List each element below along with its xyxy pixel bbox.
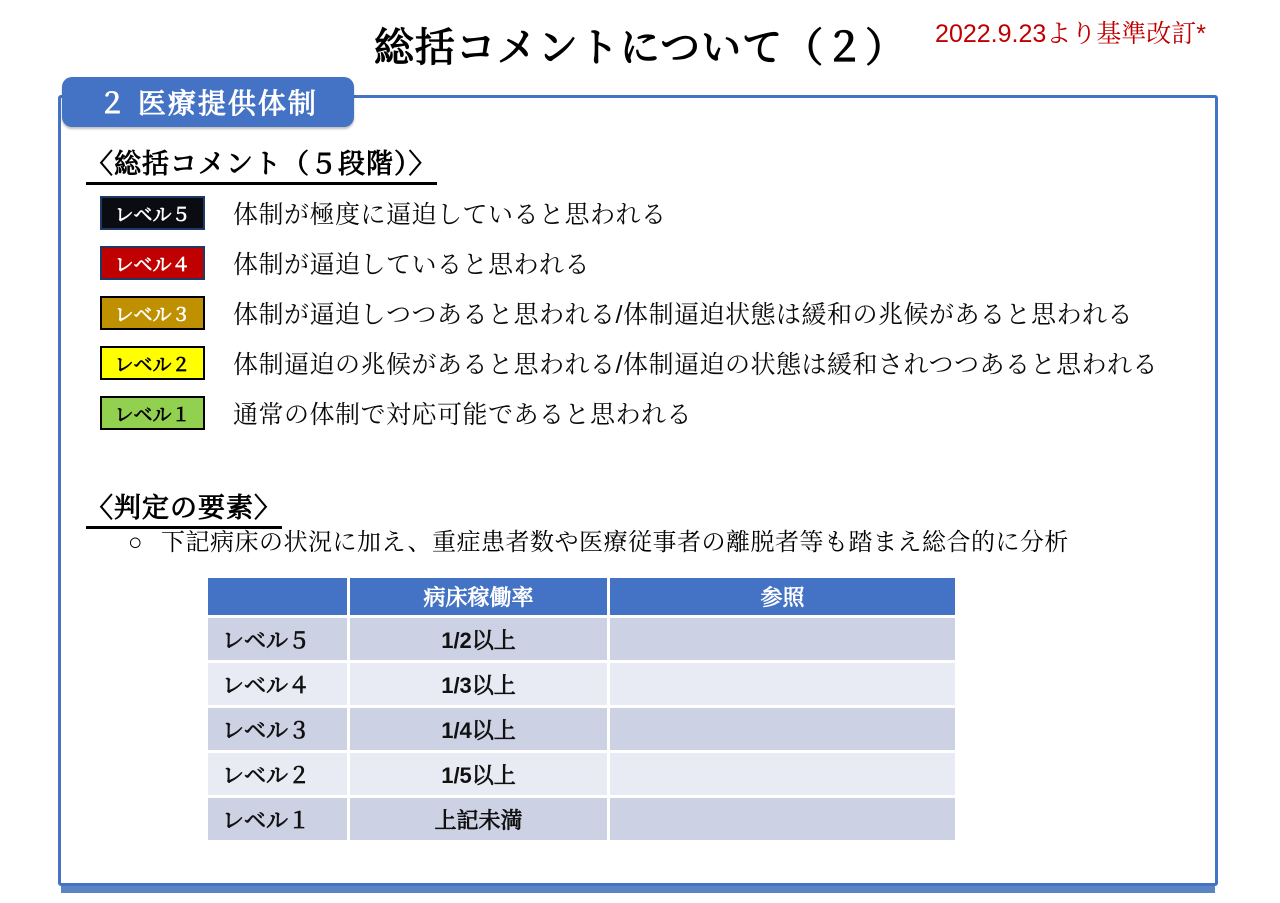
- cell-level: レベル１: [207, 797, 349, 842]
- level-2-badge: レベル２: [100, 346, 205, 380]
- circle-bullet-icon: ○: [128, 529, 143, 556]
- criteria-bullet-text: 下記病床の状況に加え、重症患者数や医療従事者の離脱者等も踏まえ総合的に分析: [161, 529, 1069, 556]
- level-1-badge: レベル１: [100, 396, 205, 430]
- level-row: [100, 196, 1158, 230]
- cell-occupancy: 上記未満: [349, 797, 609, 842]
- cell-reference: [609, 662, 957, 707]
- cell-level: レベル３: [207, 707, 349, 752]
- table-row: [207, 752, 957, 797]
- level-row: [100, 246, 1158, 280]
- section-badge: ２ 医療提供体制: [62, 77, 354, 127]
- table-row: [207, 617, 957, 662]
- bed-occupancy-table: [205, 575, 958, 843]
- cell-occupancy: 1/5以上: [349, 752, 609, 797]
- level-1-description: 通常の体制で対応可能であると思われる: [233, 401, 693, 429]
- table-header-occupancy: 病床稼働率: [349, 577, 609, 617]
- cell-level: レベル４: [207, 662, 349, 707]
- cell-occupancy: 1/4以上: [349, 707, 609, 752]
- level-row: [100, 396, 1158, 430]
- table-header-row: [207, 577, 957, 617]
- level-2-description: 体制逼迫の兆候があると思われる/体制逼迫の状態は緩和されつつあると思われる: [233, 351, 1158, 379]
- criteria-bullet: [128, 522, 1069, 557]
- cell-level: レベル２: [207, 752, 349, 797]
- table-row: [207, 797, 957, 842]
- revision-note: 2022.9.23より基準改訂*: [935, 20, 1206, 48]
- cell-reference: [609, 797, 957, 842]
- cell-occupancy: 1/3以上: [349, 662, 609, 707]
- level-4-badge: レベル４: [100, 246, 205, 280]
- level-row: [100, 346, 1158, 380]
- table-row: [207, 707, 957, 752]
- level-5-description: 体制が極度に逼迫していると思われる: [233, 201, 667, 229]
- cell-reference: [609, 617, 957, 662]
- criteria-heading: 〈判定の要素〉: [86, 486, 282, 529]
- summary-heading: 〈総括コメント（５段階）〉: [86, 142, 437, 185]
- table-header-reference: 参照: [609, 577, 957, 617]
- page-title: 総括コメントについて（２）: [373, 26, 907, 70]
- cell-level: レベル５: [207, 617, 349, 662]
- table-header-level: [207, 577, 349, 617]
- cell-reference: [609, 707, 957, 752]
- level-row: [100, 296, 1158, 330]
- level-4-description: 体制が逼迫していると思われる: [233, 251, 591, 279]
- cell-occupancy: 1/2以上: [349, 617, 609, 662]
- cell-reference: [609, 752, 957, 797]
- level-3-badge: レベル３: [100, 296, 205, 330]
- level-5-badge: レベル５: [100, 196, 205, 230]
- level-3-description: 体制が逼迫しつつあると思われる/体制逼迫状態は緩和の兆候があると思われる: [233, 301, 1133, 329]
- table-row: [207, 662, 957, 707]
- level-list: [100, 196, 1158, 430]
